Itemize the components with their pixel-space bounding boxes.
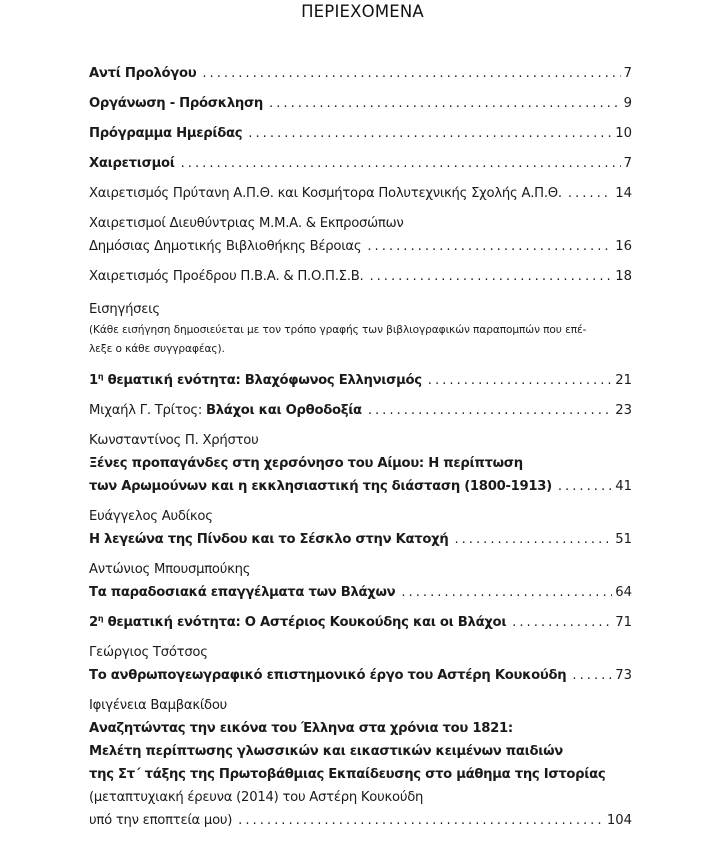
page-number: 71 bbox=[615, 615, 632, 630]
page-number: 14 bbox=[615, 186, 632, 201]
toc-entry-greetings[interactable] bbox=[89, 152, 632, 175]
toc-entry-label: Αντί Προλόγου bbox=[89, 66, 197, 81]
page-number: 7 bbox=[623, 66, 632, 81]
ordinal-superscript: η bbox=[97, 372, 104, 381]
article-title-line2: Μελέτη περίπτωσης γλωσσικών και εικαστικών κειμένων παιδιών bbox=[89, 744, 563, 759]
article-title: Βλάχοι και Ορθοδοξία bbox=[206, 403, 362, 418]
dot-leader bbox=[248, 122, 612, 145]
toc-entry-label: Χαιρετισμός Προέδρου Π.Β.Α. & Π.Ο.Π.Σ.Β. bbox=[89, 269, 364, 284]
section-number: 1 bbox=[89, 373, 98, 388]
author-name: Αντώνιος Μπουσμπούκης bbox=[89, 562, 251, 577]
toc-section-2[interactable] bbox=[89, 611, 632, 634]
dot-leader bbox=[454, 528, 612, 551]
toc-entry-label: Χαιρετισμός Πρύτανη Α.Π.Θ. και Κοσμήτορα Πολυτεχνικής Σχολής Α.Π.Θ. bbox=[89, 186, 562, 201]
toc-entry-label: Πρόγραμμα Ημερίδας bbox=[89, 126, 243, 141]
toc-entry-greeting-library[interactable] bbox=[89, 212, 632, 258]
toc-entry-label: Χαιρετισμοί bbox=[89, 156, 175, 171]
section-number: 2 bbox=[89, 615, 98, 630]
page-number: 41 bbox=[615, 479, 632, 494]
toc-entry-tritos[interactable] bbox=[89, 399, 632, 422]
page-number: 104 bbox=[606, 813, 632, 828]
dot-leader bbox=[269, 92, 621, 115]
toc-entry-label-line2: Δημόσιας Δημοτικής Βιβλιοθήκης Βέροιας bbox=[89, 239, 362, 254]
toc-entry-label bbox=[89, 399, 362, 422]
dot-leader bbox=[572, 664, 612, 687]
page-number: 18 bbox=[615, 269, 632, 284]
dot-leader bbox=[202, 62, 620, 85]
article-title: Η λεγεώνα της Πίνδου και το Σέσκλο στην Κατοχή bbox=[89, 532, 449, 547]
toc-entry-bousboukis[interactable] bbox=[89, 558, 632, 604]
dot-leader bbox=[568, 182, 612, 205]
toc-entry-vamvakidou[interactable] bbox=[89, 694, 632, 832]
article-title-line3: της Στ΄ τάξης της Πρωτοβάθμιας Εκπαίδευσης στο μάθημα της Ιστορίας bbox=[89, 767, 606, 782]
toc-entry-program[interactable] bbox=[89, 122, 632, 145]
section-title bbox=[89, 369, 422, 392]
toc-entry-tsotsos[interactable] bbox=[89, 641, 632, 687]
author-name: Κωνσταντίνος Π. Χρήστου bbox=[89, 433, 259, 448]
article-title-line2: των Αρωμούνων και η εκκλησιαστική της διάσταση (1800-1913) bbox=[89, 479, 552, 494]
article-title-line1: Ξένες προπαγάνδες στη χερσόνησο του Αίμου: Η περίπτωση bbox=[89, 456, 523, 471]
contributions-heading: Εισηγήσεις bbox=[89, 302, 160, 317]
page-number: 7 bbox=[623, 156, 632, 171]
dot-leader bbox=[367, 235, 612, 258]
article-title: Τα παραδοσιακά επαγγέλματα των Βλάχων bbox=[89, 585, 396, 600]
toc-entry-greeting-president[interactable] bbox=[89, 265, 632, 288]
page-number: 21 bbox=[615, 373, 632, 388]
contributions-heading-block bbox=[89, 298, 632, 359]
toc-entry-label-line1: Χαιρετισμοί Διευθύντριας Μ.Μ.Α. & Εκπροσώπων bbox=[89, 216, 404, 231]
toc-entry-avdikos[interactable] bbox=[89, 505, 632, 551]
article-note-line2: υπό την εποπτεία μου) bbox=[89, 813, 233, 828]
section-title bbox=[89, 611, 506, 634]
dot-leader bbox=[369, 265, 612, 288]
toc-entry-greeting-rector[interactable] bbox=[89, 182, 632, 205]
contributions-note-line2: λεξε ο κάθε συγγραφέας). bbox=[89, 343, 225, 355]
dot-leader bbox=[512, 611, 612, 634]
ordinal-superscript: η bbox=[97, 614, 104, 623]
toc-entry-organization[interactable] bbox=[89, 92, 632, 115]
author-name: Γεώργιος Τσότσος bbox=[89, 645, 208, 660]
dot-leader bbox=[181, 152, 621, 175]
contributions-note-line1: (Κάθε εισήγηση δημοσιεύεται με τον τρόπο γραφής των βιβλιογραφικών παραπομπών που επέ- bbox=[89, 324, 587, 336]
dot-leader bbox=[428, 369, 612, 392]
page-number: 51 bbox=[615, 532, 632, 547]
section-label: θεματική ενότητα: Ο Αστέριος Κουκούδης και οι Βλάχοι bbox=[103, 615, 507, 630]
toc-entry-label: Οργάνωση - Πρόσκληση bbox=[89, 96, 264, 111]
section-label: θεματική ενότητα: Βλαχόφωνος Ελληνισμός bbox=[103, 373, 422, 388]
author-name: Μιχαήλ Γ. Τρίτος: bbox=[89, 403, 207, 418]
page-number: 10 bbox=[615, 126, 632, 141]
author-name: Ιφιγένεια Βαμβακίδου bbox=[89, 698, 228, 713]
dot-leader bbox=[368, 399, 612, 422]
toc-entry-christou[interactable] bbox=[89, 429, 632, 498]
article-note-line1: (μεταπτυχιακή έρευνα (2014) του Αστέρη Κουκούδη bbox=[89, 790, 424, 805]
page-number: 16 bbox=[615, 239, 632, 254]
article-title: Το ανθρωπογεωγραφικό επιστημονικό έργο του Αστέρη Κουκούδη bbox=[89, 668, 567, 683]
toc-entry-preface[interactable] bbox=[89, 62, 632, 85]
page-number: 64 bbox=[615, 585, 632, 600]
page-number: 73 bbox=[615, 668, 632, 683]
author-name: Ευάγγελος Αυδίκος bbox=[89, 509, 213, 524]
toc-section-1[interactable] bbox=[89, 369, 632, 392]
table-of-contents bbox=[89, 62, 632, 832]
article-title-line1: Αναζητώντας την εικόνα του Έλληνα στα χρόνια του 1821: bbox=[89, 721, 513, 736]
page-title: ΠΕΡΙΕΧΟΜΕΝΑ bbox=[301, 2, 424, 21]
page-number: 9 bbox=[623, 96, 632, 111]
dot-leader bbox=[238, 809, 604, 832]
page-number: 23 bbox=[615, 403, 632, 418]
dot-leader bbox=[401, 581, 612, 604]
dot-leader bbox=[558, 475, 612, 498]
